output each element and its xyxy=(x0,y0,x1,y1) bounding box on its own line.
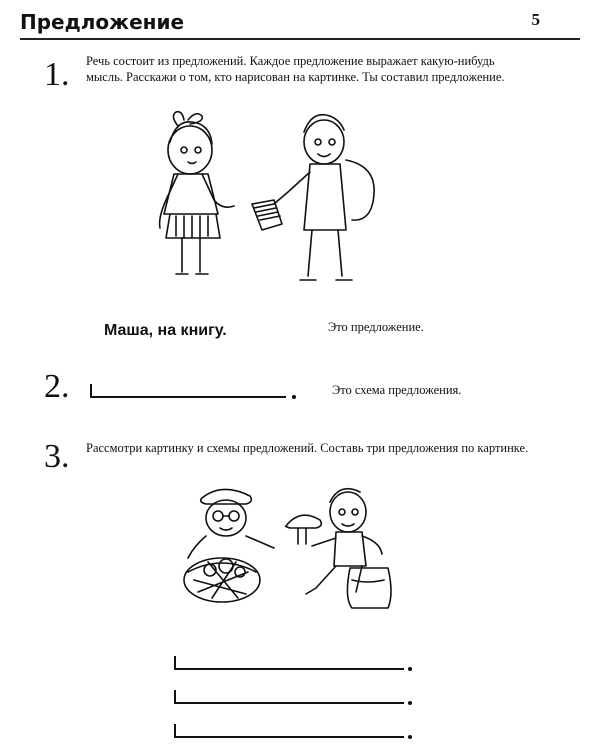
task-3-instruction: Рассмотри картинку и схемы предложений. Составь три предложения по картинке. xyxy=(86,441,529,455)
header-divider xyxy=(20,38,580,40)
task-1-instruction: Речь состоит из предложений. Каждое предложение выражает какую-нибудь мысль. Расскажи о том, кто нарисован на картинке. Ты составил предложение. xyxy=(86,54,505,84)
girl-figure xyxy=(160,112,234,274)
task-2-number: 2. xyxy=(44,368,70,405)
boy-on-stump-figure xyxy=(306,489,391,608)
task-3-number: 3. xyxy=(44,438,70,475)
sentence-caption: Это предложение. xyxy=(328,320,424,334)
page-number: 5 xyxy=(531,10,540,29)
sentence-scheme xyxy=(90,384,300,398)
scheme-2 xyxy=(174,690,414,704)
scheme-1 xyxy=(174,656,414,670)
girl-and-boy-illustration xyxy=(148,108,388,300)
scheme-caption: Это схема предложения. xyxy=(332,383,462,397)
example-sentence: Маша, на книгу. xyxy=(104,322,227,339)
book-figure xyxy=(252,200,282,230)
boy-figure xyxy=(274,115,374,280)
page-title: Предложение xyxy=(20,10,185,34)
task-1-number: 1. xyxy=(44,56,70,93)
mushroom-figure xyxy=(286,515,322,544)
scheme-3 xyxy=(174,724,414,738)
children-mushrooms-illustration xyxy=(180,484,420,614)
boy-with-basket-figure xyxy=(184,489,274,602)
page-header xyxy=(20,8,580,38)
